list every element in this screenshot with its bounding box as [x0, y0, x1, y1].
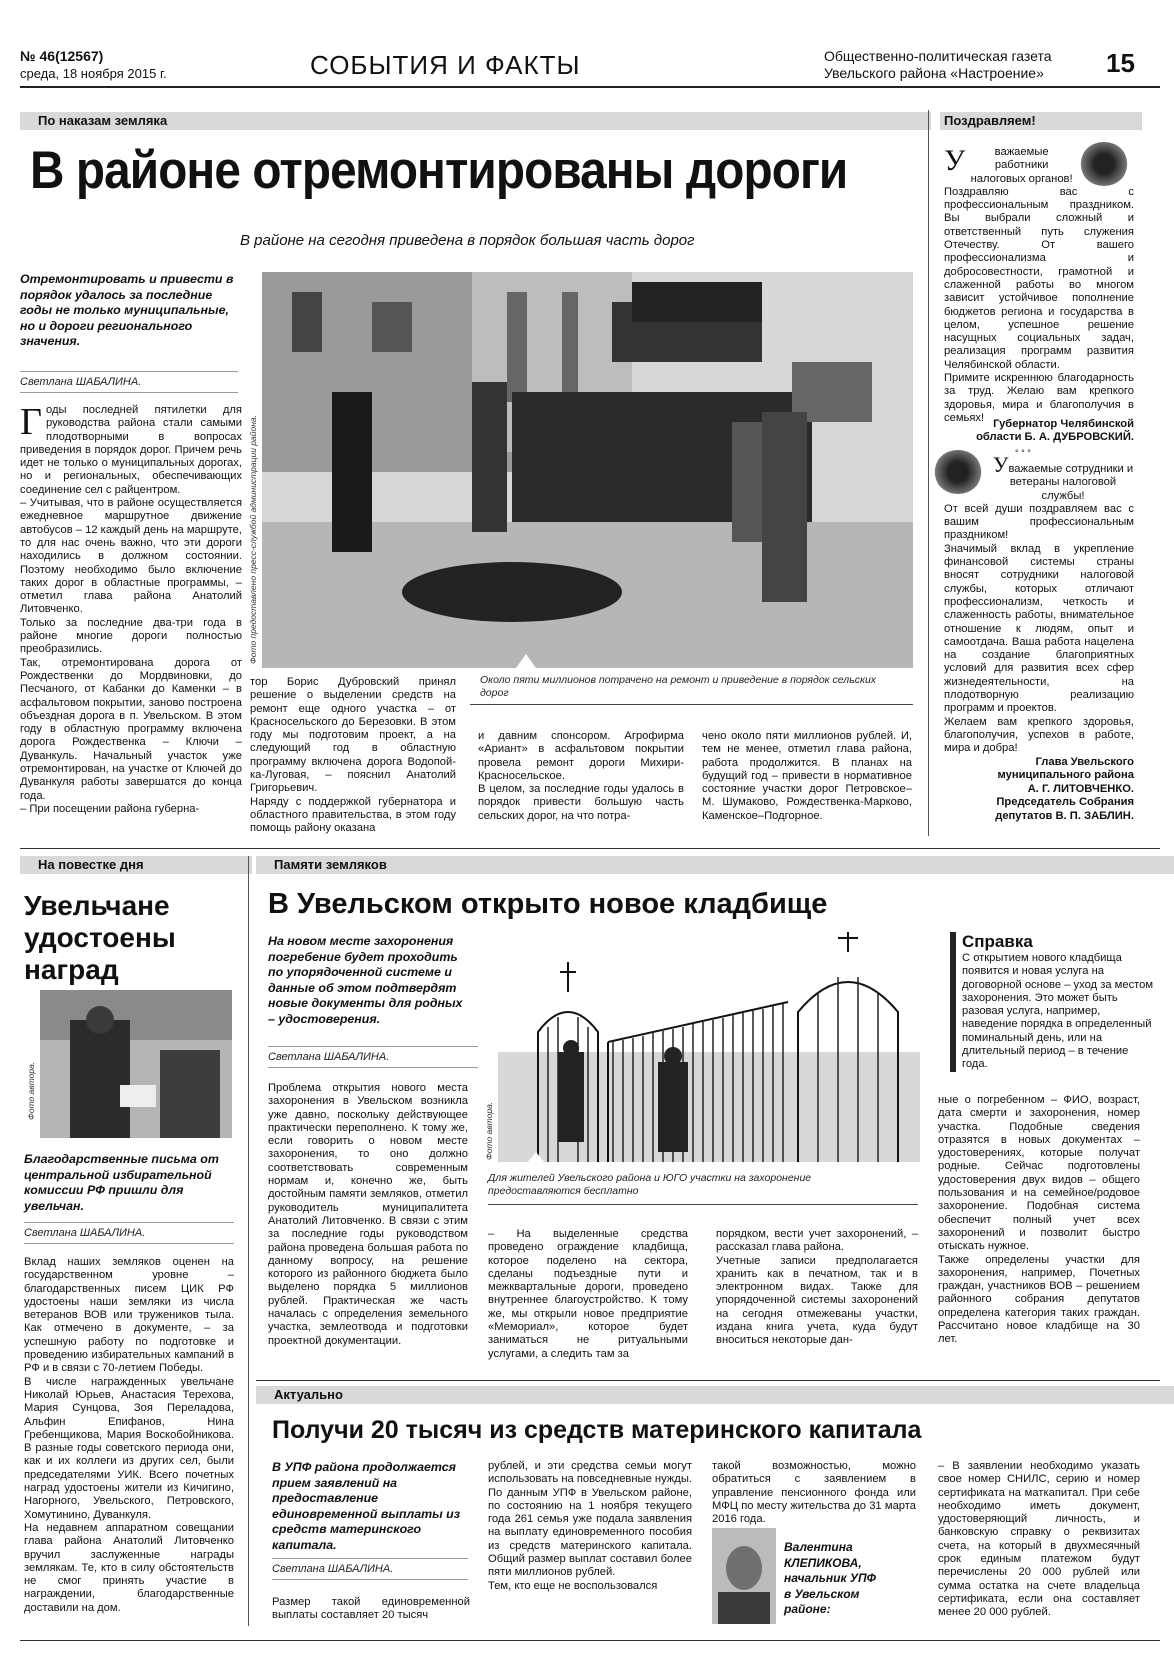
- congrats-greeting-1: [944, 146, 1134, 425]
- awards-lead: Благодарственные письма от центральной избирательной комиссии РФ пришли для увельчан.: [24, 1152, 219, 1213]
- photo-pointer-icon-2: [526, 1152, 546, 1164]
- capital-lead: В УПФ района продолжается прием заявлений на предоставление единовременной выплаты из средств материнского капитала.: [272, 1460, 461, 1552]
- awards-headline: Увельчане удостоены наград: [24, 890, 176, 985]
- awards-right-rule: [248, 856, 249, 1626]
- rubric-cemetery: Памяти земляков: [256, 856, 1174, 874]
- roads-col1: [20, 401, 242, 824]
- roads-col3: и давним спонсором. Агрофирма «Ариант» в асфальтовом покрытии провела ремонт дороги Михири-Красносельское. В целом, за последние годы удалось в порядок привести большую часть сельских дорог, на что потра-: [478, 730, 684, 822]
- congrats-greeting-1-body: Поздравляю вас с профессиональным праздником. Вы выбрали сложный и ответственный путь служения Отечеству. От вашего профессионализма и добросовестности, грамотной и слаженной работы во многом зависит устойчивое пополнение бюджетов региона и государства в целом, успешное решение насущных социальных задач, реализация программ развития Челябинской области. Примите искреннюю благодарность за труд. Желаю вам крепкого здоровья, мира и благополучия в семьях!: [944, 185, 1134, 424]
- awards-body: Вклад наших земляков оценен на государственном уровне – благодарственных писем ЦИК РФ удостоены наши земляки из числа ветеранов ВОВ или тружеников тыла. Как отмечено в документе, – за успешную работу по подготовке и проведению избирательных кампаний в РФ и в связи с 70-летием Победы. В числе награжденных увельчане Николай Юрьев, Анастасия Терехова, Мария Сунцова, Зоя Переладова, Альфин Епифанов, Нина Гребенщикова, Мария Воскобойникова. В разные годы советского периода они, как и их коллеги из других сел, были председателями УИК. Всего почетных наград удостоены жители из Кичигино, Нагорного, Увельского, Петровского, Хомутинино, Дуванкуля. На недавнем аппаратном совещании глава района Анатолий Литовченко вручил заслуженные награды землякам. Те, кто в силу обстоятельств не смог принять участие в награждении, благодарственные доставили на дом.: [24, 1256, 234, 1614]
- congrats-greeting-2-head: важаемые сотрудники и ветераны налоговой службы!: [1008, 463, 1134, 502]
- congrats-greeting-1-head: важаемые работники налоговых органов!: [970, 146, 1073, 185]
- rubric-congrats: Поздравляем!: [940, 112, 1142, 130]
- signature-2-line1: Глава Увельского: [1035, 756, 1134, 768]
- congrats-separator: ° ° °: [1015, 448, 1031, 458]
- awards-photo-credit: Фото автора.: [26, 1061, 36, 1120]
- cemetery-gate-photo-illustration: [498, 932, 920, 1162]
- roads-photo-credit: Фото предоставлено пресс-службой администрации района.: [248, 415, 258, 664]
- issue-date: среда, 18 ноября 2015 г.: [20, 66, 167, 81]
- roads-col4: чено около пяти миллионов рублей. И, тем не менее, отметил глава района, работа продолжится. В планах на будущий год – привести в нормативное состояние участки дорог Петровское–М. Шумаково, Рождественка-Марково, Каменское–Подгорное.: [702, 730, 912, 822]
- congrats-dropcap-2: У: [992, 452, 1009, 477]
- cemetery-lead: На новом месте захоронения погребение будет проходить по упорядоченной системе и данные об этом подтвердят новые документы для родных – удостоверения.: [268, 934, 463, 1026]
- signature-1-line1: Губернатор Челябинской: [993, 418, 1134, 430]
- photo-pointer-icon: [516, 654, 536, 668]
- signature-2-line2: муниципального района: [997, 769, 1134, 782]
- cemetery-col1: Проблема открытия нового места захоронения в Увельском возникла уже давно, поскольку действующее практически переполнено. К тому же, если говорить о новом месте захоронения, то оно должно соответствовать современным нормам и, конечно же, быть достойным памяти земляков, отметил руководитель муниципалитета Анатолий Литовченко. В связи с этим за последние годы руководством района проведена большая работа по данному вопросу, на решение которого из районного бюджета было выделено порядка 5 миллионов рублей. Практическая же часть началась с определения земельного участка, землеотвода и подготовки проектной документации.: [268, 1082, 468, 1347]
- paper-name-line2: Увельского района «Настроение»: [824, 65, 1044, 81]
- masthead-rule: [20, 86, 1160, 88]
- congrats-greeting-2: [944, 452, 1134, 756]
- roads-photo-caption: Около пяти миллионов потрачено на ремонт и приведение в порядок сельских дорог: [480, 674, 877, 699]
- signature-2-line5: депутатов В. П. ЗАБЛИН.: [995, 809, 1134, 822]
- quote-name-line1: Валентина: [784, 1540, 853, 1554]
- issue-number: № 46(12567): [20, 48, 104, 64]
- quote-role-line1: начальник УПФ: [784, 1571, 876, 1585]
- roads-headline: В районе отремонтированы дороги: [30, 141, 848, 200]
- quote-role-line3: районе:: [784, 1602, 831, 1616]
- congrats-dropcap-1: У: [944, 144, 966, 177]
- rubric-capital: Актуально: [256, 1386, 1174, 1404]
- roads-subheadline: В районе на сегодня приведена в порядок большая часть дорог: [240, 232, 695, 249]
- page-number: 15: [1106, 48, 1135, 78]
- cemetery-sidebar-text: С открытием нового кладбища появится и новая услуга на договорной основе – уход за местом захоронения. Это может быть разовая услуга, например, наведение порядка в определенный поминальный день, или на длительный период – в течение года.: [962, 952, 1154, 1071]
- section-divider-1: [20, 848, 1160, 849]
- cemetery-photo: [498, 932, 920, 1162]
- congrats-signature-2: [944, 756, 1134, 823]
- signature-2-line3: А. Г. ЛИТОВЧЕНКО.: [1027, 782, 1134, 795]
- quote-role-line2: в Увельском: [784, 1586, 860, 1601]
- rubric-roads: По наказам земляка: [20, 112, 931, 130]
- capital-col4: – В заявлении необходимо указать свое номер СНИЛС, серию и номер сертификата на маткапитал. При себе необходимо иметь документ, удостоверяющий личность, и банковскую справку о реквизитах счета, на который в двухмесячный срок единым платежом будут перечислены 20 000 рублей или сумма остатка на счете владельца сертификата, если она составляет менее 20 000 рублей.: [938, 1460, 1140, 1619]
- capital-portrait: [712, 1528, 776, 1624]
- cemetery-photo-credit: Фото автора.: [484, 1101, 494, 1160]
- roads-dropcap: Г: [20, 401, 42, 443]
- awards-photo-illustration: [40, 990, 232, 1138]
- page-bottom-rule: [20, 1640, 1160, 1641]
- section-title: СОБЫТИЯ И ФАКТЫ: [310, 50, 581, 80]
- masthead: [20, 44, 1160, 84]
- rubric-awards: На повестке дня: [20, 856, 252, 874]
- cemetery-caption-rule: [488, 1204, 918, 1205]
- congrats-greeting-2-body: От всей души поздравляем вас с вашим профессиональным праздником! Значимый вклад в укрепление финансовой системы страны вносят сотрудники налоговой службы, которых отличают профессионализм, четкость и слаженность работы, внимательное отношение к людям, опыт и самоотдача. Ваша работа нацелена на создание благоприятных условий для развития всех сфер жизнедеятельности, на плодотворную реализацию программ и проектов. Желаем вам крепкого здоровья, благополучия, успехов в работе, мира и добра!: [944, 502, 1134, 755]
- roads-lead: Отремонтировать и привести в порядок удалось за последние годы не только муниципальные, но и дороги регионального значения.: [20, 272, 234, 348]
- capital-col2: рублей, и эти средства семьи могут использовать на повседневные нужды. По данным УПФ в Увельском районе, по состоянию на 1 ноября текущего года 261 семья уже подала заявления на выплату единовременного пособия из средств материнского капитала. Общий размер выплат составил более пяти миллионов рублей. Тем, кто еще не воспользовался: [488, 1460, 692, 1592]
- roads-col1-text: оды последней пятилетки для руководства района стали самыми плодотворными в вопросах приведения в порядок дорог. Причем речь идет не только о муниципальных дорогах, но и региональных, обеспечивающих соединение сел с райцентром. – Учитывая, что в районе осуществляется ежедневное маршрутное движение автобусов – 12 каждый день на маршруте, то для нас очень важно, что эти дороги находились в должном состоянии. Поэтому необходимо было включение таких дорог в областные программы, – отметил глава района Анатолий Литовченко. Только за последние два-три года в районе многие дороги полностью преобразились. Так, отремонтирована дорога от Рождественки до Мордвиновки, до Песчаного, от Кабанки до Каменки – в асфальтовом покрытии, заново построена объездная дорога в п. Увельском. В этом году в областную программу включена дорога Рождественка – Ключи – Дуванкуль. Начальный участок уже отремонтирован, на участке от Ключей до Дуванкуля работы завершатся до конца года. – При посещении района губерна-: [20, 404, 242, 815]
- signature-2-line4: Председатель Собрания: [996, 796, 1134, 809]
- cemetery-col3: порядком, вести учет захоронений, – рассказал глава района. Учетные записи предполагается хранить как в печатном, так и в электронном видах. Также для упорядоченной системы захоронений на сегодня отмежеваны участки, издана книга учета, куда будут вноситься некоторые дан-: [716, 1228, 918, 1347]
- congrats-greeting-2-headwrap: [944, 452, 1134, 503]
- portrait-photo-illustration: [712, 1528, 776, 1624]
- cemetery-sidebar-title: Справка: [962, 932, 1033, 951]
- roads-right-rule: [928, 110, 929, 836]
- cemetery-headline: В Увельском открыто новое кладбище: [268, 888, 828, 920]
- road-repair-photo-illustration: [262, 272, 913, 668]
- capital-col3: такой возможностью, можно обратиться с заявлением в управление пенсионного фонда или МФЦ по месту жительства до 31 марта 2016 года.: [712, 1460, 916, 1526]
- paper-name-line1: Общественно-политическая газета: [824, 48, 1052, 64]
- congrats-signature-1: [944, 418, 1134, 445]
- signature-1-line2: области Б. А. ДУБРОВСКИЙ.: [976, 431, 1134, 444]
- roads-photo: [262, 272, 913, 668]
- capital-quote-attribution: [784, 1540, 914, 1618]
- capital-col1: Размер такой единовременной выплаты составляет 20 тысяч: [272, 1596, 470, 1622]
- awards-byline: Светлана ШАБАЛИНА.: [24, 1222, 234, 1244]
- cemetery-col4: ные о погребенном – ФИО, возраст, дата смерти и захоронения, номер участка. Подобные сведения отразятся в новых документах – удостоверениях, которые получат родные. Сейчас подготовлены удостоверения двух видов – общего пользования и на семейное/родовое захоронение. Подобная система обеспечит полный учет всех захоронений и позволит быстро отыскать нужное. Также определены участки для захоронения, например, Почетных граждан, участников ВОВ – решением районного собрания депутатов определена категория таких граждан. Рассчитано новое кладбище на 30 лет.: [938, 1094, 1140, 1346]
- roads-byline: Светлана ШАБАЛИНА.: [20, 371, 238, 393]
- section-divider-2: [256, 1380, 1160, 1381]
- quote-name-line2: КЛЕПИКОВА,: [784, 1555, 862, 1570]
- cemetery-photo-caption: Для жителей Увельского района и ЮГО участки на захоронение предоставляются бесплатно: [488, 1172, 812, 1197]
- roads-col2: тор Борис Дубровский принял решение о выделении средств на ремонт еще одного участка – от Красносельского до Березовки. В этом году мы подготовим проект, а на следующий год в областную программу включена дорога Водопой-ка-Луговая, – пояснил Анатолий Григорьевич. Наряду с поддержкой губернатора и областного правительства, в этом году помощь району оказана: [250, 676, 456, 835]
- cemetery-sidebar: [950, 932, 1156, 1072]
- cemetery-byline: Светлана ШАБАЛИНА.: [268, 1046, 478, 1068]
- cemetery-col2: – На выделенные средства проведено ограждение кладбища, которое поделено на сектора, сделаны подъездные пути и межквартальные дороги, проведено внутреннее благоустройство. К тому же, мы открыли новое предприятие «Мемориал», которое будет заниматься не ритуальными услугами, а следить там за: [488, 1228, 688, 1360]
- roads-caption-rule: [470, 704, 913, 705]
- capital-byline: Светлана ШАБАЛИНА.: [272, 1558, 468, 1580]
- awards-photo: [40, 990, 232, 1138]
- capital-headline: Получи 20 тысяч из средств материнского капитала: [272, 1416, 922, 1444]
